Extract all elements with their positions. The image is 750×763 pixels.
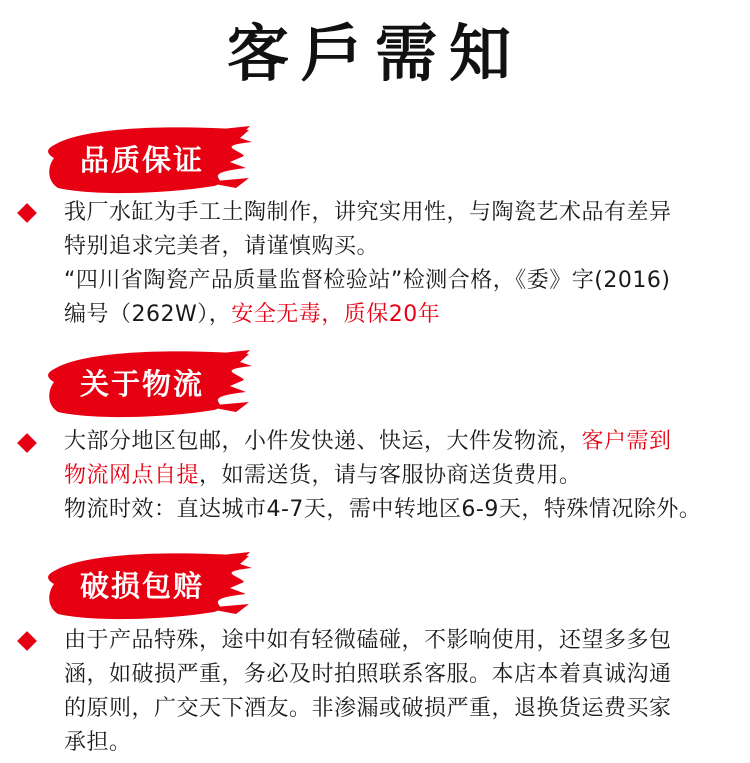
section-body <box>64 425 734 527</box>
text-line <box>64 230 734 264</box>
text-span: “四川省陶瓷产品质量监督检验站”检测合格，《委》字(2016) <box>64 268 671 293</box>
text-span: 涵，如破损严重，务必及时拍照联系客服。本店本着真诚沟通 <box>64 662 672 687</box>
section-heading: 品质保证 <box>80 143 205 177</box>
text-line <box>64 726 734 760</box>
text-span: 编号（262W）， <box>64 302 232 327</box>
text-span: 特别追求完美者，请谨慎购买。 <box>64 234 380 259</box>
text-span: 的原则，广交天下酒友。非渗漏或破损严重，退换货运费买家 <box>64 696 672 721</box>
highlight-text: 安全无毒，质保20年 <box>231 302 441 327</box>
text-line <box>64 658 734 692</box>
text-span: 我厂水缸为手工土陶制作，讲究实用性，与陶瓷艺术品有差异 <box>64 200 672 225</box>
text-line <box>64 298 734 332</box>
text-span: 承担。 <box>64 730 132 755</box>
highlight-text: 物流网点自提 <box>64 463 200 488</box>
text-span: 大部分地区包邮，小件发快递、快运，大件发物流， <box>64 429 582 454</box>
page-title: 客戶需知 <box>226 17 523 90</box>
text-line <box>64 459 734 493</box>
text-span: ，如需送货，请与客服协商送货费用。 <box>199 463 582 488</box>
section-heading: 破损包赔 <box>80 569 205 603</box>
brush-stroke-banner <box>44 548 254 622</box>
text-line <box>64 692 734 726</box>
diamond-bullet-icon <box>17 203 37 223</box>
diamond-bullet-icon <box>17 433 37 453</box>
text-span: 物流时效：直达城市4-7天，需中转地区6-9天，特殊情况除外。 <box>64 497 702 522</box>
brush-stroke-banner <box>44 122 254 196</box>
text-span: 由于产品特殊，途中如有轻微磕碰，不影响使用，还望多多包 <box>64 628 672 653</box>
brush-stroke-banner <box>44 346 254 420</box>
text-line <box>64 425 734 459</box>
text-line <box>64 264 734 298</box>
highlight-text: 客户需到 <box>581 429 672 454</box>
text-line <box>64 493 734 527</box>
text-line <box>64 624 734 658</box>
section-heading: 关于物流 <box>80 367 205 401</box>
diamond-bullet-icon <box>17 631 37 651</box>
section-body <box>64 196 734 332</box>
section-body <box>64 624 734 760</box>
text-line <box>64 196 734 230</box>
